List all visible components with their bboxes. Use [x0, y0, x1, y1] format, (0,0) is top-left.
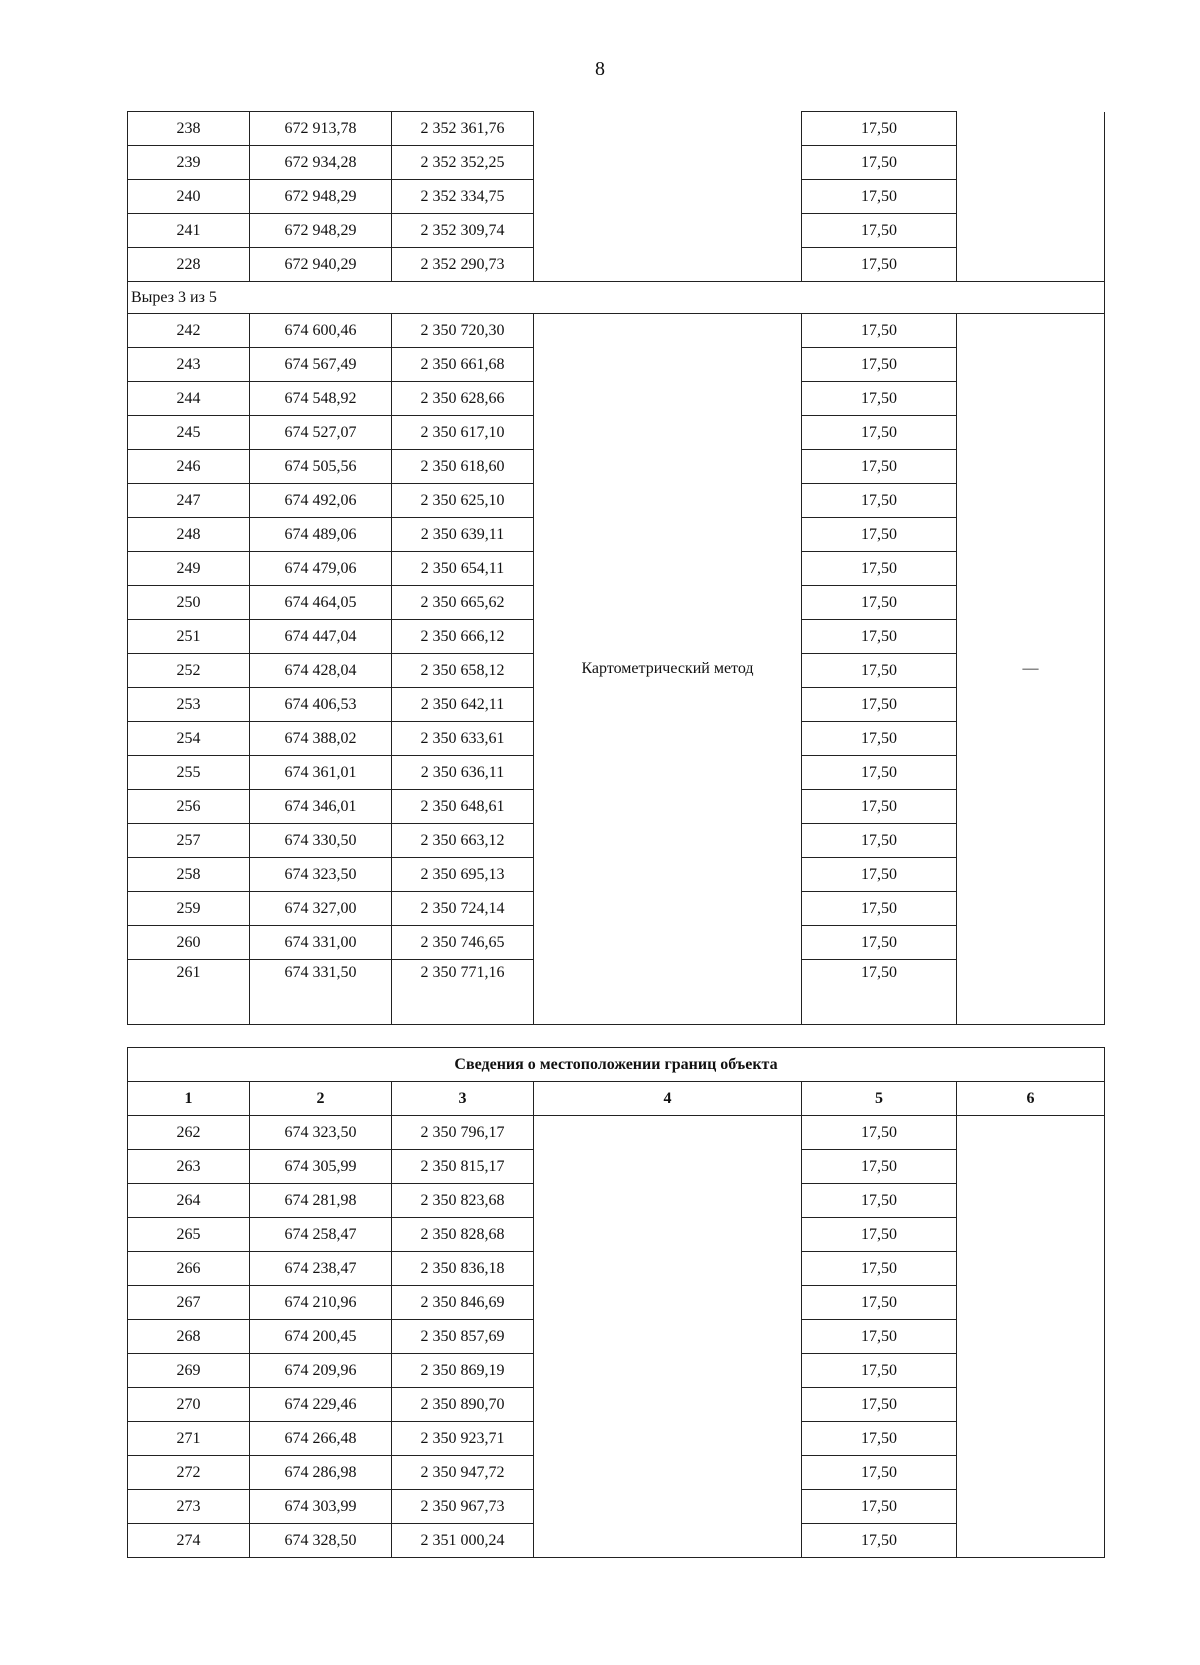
y-coordinate-cell: 2 350 654,11	[392, 552, 534, 586]
point-number-cell: 248	[128, 518, 250, 552]
y-coordinate-cell: 2 352 334,75	[392, 180, 534, 214]
x-coordinate-cell: 674 330,50	[250, 824, 392, 858]
x-coordinate-cell: 674 567,49	[250, 348, 392, 382]
y-coordinate-cell: 2 350 648,61	[392, 790, 534, 824]
accuracy-cell: 17,50	[802, 1354, 957, 1388]
table-row	[128, 314, 1105, 348]
point-number-cell: 260	[128, 926, 250, 960]
point-number-cell: 255	[128, 756, 250, 790]
accuracy-cell: 17,50	[802, 214, 957, 248]
x-coordinate-cell: 674 331,00	[250, 926, 392, 960]
accuracy-cell: 17,50	[802, 416, 957, 450]
y-coordinate-cell: 2 350 665,62	[392, 586, 534, 620]
accuracy-cell: 17,50	[802, 248, 957, 282]
point-number-cell: 254	[128, 722, 250, 756]
col6-dash-cell: —	[957, 314, 1105, 1025]
method-cell-empty	[534, 1116, 802, 1558]
point-number-cell: 240	[128, 180, 250, 214]
column-header: 4	[534, 1082, 802, 1116]
x-coordinate-cell: 672 940,29	[250, 248, 392, 282]
accuracy-cell: 17,50	[802, 1388, 957, 1422]
x-coordinate-cell: 674 210,96	[250, 1286, 392, 1320]
accuracy-cell: 17,50	[802, 1218, 957, 1252]
table-row	[128, 1048, 1105, 1082]
point-number-cell: 243	[128, 348, 250, 382]
x-coordinate-cell: 674 492,06	[250, 484, 392, 518]
accuracy-cell: 17,50	[802, 654, 957, 688]
point-number-cell: 265	[128, 1218, 250, 1252]
column-header: 6	[957, 1082, 1105, 1116]
table-row	[128, 112, 1105, 146]
x-coordinate-cell: 674 303,99	[250, 1490, 392, 1524]
x-coordinate-cell: 674 361,01	[250, 756, 392, 790]
x-coordinate-cell: 674 600,46	[250, 314, 392, 348]
x-coordinate-cell: 674 323,50	[250, 858, 392, 892]
y-coordinate-cell: 2 350 828,68	[392, 1218, 534, 1252]
accuracy-cell: 17,50	[802, 756, 957, 790]
x-coordinate-cell: 674 209,96	[250, 1354, 392, 1388]
boundary-table	[127, 1047, 1105, 1558]
y-coordinate-cell: 2 350 823,68	[392, 1184, 534, 1218]
accuracy-cell: 17,50	[802, 790, 957, 824]
point-number-cell: 256	[128, 790, 250, 824]
accuracy-cell: 17,50	[802, 1286, 957, 1320]
y-coordinate-cell: 2 350 661,68	[392, 348, 534, 382]
x-coordinate-cell: 672 934,28	[250, 146, 392, 180]
point-number-cell: 247	[128, 484, 250, 518]
y-coordinate-cell: 2 350 836,18	[392, 1252, 534, 1286]
point-number-cell: 239	[128, 146, 250, 180]
point-number-cell: 274	[128, 1524, 250, 1558]
point-number-cell: 253	[128, 688, 250, 722]
y-coordinate-cell: 2 352 309,74	[392, 214, 534, 248]
x-coordinate-cell: 674 548,92	[250, 382, 392, 416]
section-label: Вырез 3 из 5	[128, 282, 1105, 314]
point-number-cell: 252	[128, 654, 250, 688]
point-number-cell: 249	[128, 552, 250, 586]
y-coordinate-cell: 2 350 923,71	[392, 1422, 534, 1456]
y-coordinate-cell: 2 350 869,19	[392, 1354, 534, 1388]
x-coordinate-cell: 674 331,50	[250, 960, 392, 1025]
y-coordinate-cell: 2 350 658,12	[392, 654, 534, 688]
y-coordinate-cell: 2 350 695,13	[392, 858, 534, 892]
x-coordinate-cell: 674 464,05	[250, 586, 392, 620]
point-number-cell: 269	[128, 1354, 250, 1388]
method-cell: Картометрический метод	[534, 314, 802, 1025]
point-number-cell: 258	[128, 858, 250, 892]
accuracy-cell: 17,50	[802, 858, 957, 892]
point-number-cell: 238	[128, 112, 250, 146]
y-coordinate-cell: 2 350 636,11	[392, 756, 534, 790]
x-coordinate-cell: 674 447,04	[250, 620, 392, 654]
accuracy-cell: 17,50	[802, 112, 957, 146]
y-coordinate-cell: 2 352 290,73	[392, 248, 534, 282]
point-number-cell: 242	[128, 314, 250, 348]
point-number-cell: 268	[128, 1320, 250, 1354]
y-coordinate-cell: 2 350 846,69	[392, 1286, 534, 1320]
y-coordinate-cell: 2 350 796,17	[392, 1116, 534, 1150]
x-coordinate-cell: 674 305,99	[250, 1150, 392, 1184]
y-coordinate-cell: 2 350 815,17	[392, 1150, 534, 1184]
accuracy-cell: 17,50	[802, 180, 957, 214]
accuracy-cell: 17,50	[802, 382, 957, 416]
y-coordinate-cell: 2 350 639,11	[392, 518, 534, 552]
x-coordinate-cell: 674 346,01	[250, 790, 392, 824]
col6-cell-empty	[957, 112, 1105, 282]
accuracy-cell: 17,50	[802, 824, 957, 858]
y-coordinate-cell: 2 350 625,10	[392, 484, 534, 518]
point-number-cell: 228	[128, 248, 250, 282]
x-coordinate-cell: 674 328,50	[250, 1524, 392, 1558]
y-coordinate-cell: 2 350 947,72	[392, 1456, 534, 1490]
col6-cell-empty	[957, 1116, 1105, 1558]
y-coordinate-cell: 2 351 000,24	[392, 1524, 534, 1558]
x-coordinate-cell: 672 948,29	[250, 180, 392, 214]
point-number-cell: 244	[128, 382, 250, 416]
accuracy-cell: 17,50	[802, 146, 957, 180]
accuracy-cell: 17,50	[802, 926, 957, 960]
y-coordinate-cell: 2 352 352,25	[392, 146, 534, 180]
accuracy-cell: 17,50	[802, 552, 957, 586]
x-coordinate-cell: 674 281,98	[250, 1184, 392, 1218]
point-number-cell: 241	[128, 214, 250, 248]
x-coordinate-cell: 674 505,56	[250, 450, 392, 484]
y-coordinate-cell: 2 350 617,10	[392, 416, 534, 450]
method-cell-empty	[534, 112, 802, 282]
x-coordinate-cell: 674 200,45	[250, 1320, 392, 1354]
coordinates-table	[127, 111, 1105, 1025]
column-header: 3	[392, 1082, 534, 1116]
accuracy-cell: 17,50	[802, 1524, 957, 1558]
y-coordinate-cell: 2 350 628,66	[392, 382, 534, 416]
point-number-cell: 266	[128, 1252, 250, 1286]
x-coordinate-cell: 674 266,48	[250, 1422, 392, 1456]
point-number-cell: 270	[128, 1388, 250, 1422]
x-coordinate-cell: 674 428,04	[250, 654, 392, 688]
point-number-cell: 245	[128, 416, 250, 450]
x-coordinate-cell: 674 489,06	[250, 518, 392, 552]
x-coordinate-cell: 674 323,50	[250, 1116, 392, 1150]
accuracy-cell: 17,50	[802, 1252, 957, 1286]
x-coordinate-cell: 674 388,02	[250, 722, 392, 756]
point-number-cell: 267	[128, 1286, 250, 1320]
accuracy-cell: 17,50	[802, 518, 957, 552]
x-coordinate-cell: 674 258,47	[250, 1218, 392, 1252]
x-coordinate-cell: 674 406,53	[250, 688, 392, 722]
point-number-cell: 263	[128, 1150, 250, 1184]
x-coordinate-cell: 674 229,46	[250, 1388, 392, 1422]
x-coordinate-cell: 674 238,47	[250, 1252, 392, 1286]
point-number-cell: 250	[128, 586, 250, 620]
x-coordinate-cell: 674 527,07	[250, 416, 392, 450]
accuracy-cell: 17,50	[802, 1150, 957, 1184]
accuracy-cell: 17,50	[802, 1456, 957, 1490]
point-number-cell: 264	[128, 1184, 250, 1218]
page-number: 8	[595, 58, 605, 80]
accuracy-cell: 17,50	[802, 688, 957, 722]
point-number-cell: 259	[128, 892, 250, 926]
accuracy-cell: 17,50	[802, 450, 957, 484]
accuracy-cell: 17,50	[802, 960, 957, 1025]
x-coordinate-cell: 672 913,78	[250, 112, 392, 146]
point-number-cell: 261	[128, 960, 250, 1025]
y-coordinate-cell: 2 350 771,16	[392, 960, 534, 1025]
accuracy-cell: 17,50	[802, 586, 957, 620]
point-number-cell: 273	[128, 1490, 250, 1524]
y-coordinate-cell: 2 350 720,30	[392, 314, 534, 348]
y-coordinate-cell: 2 350 666,12	[392, 620, 534, 654]
y-coordinate-cell: 2 350 633,61	[392, 722, 534, 756]
accuracy-cell: 17,50	[802, 314, 957, 348]
table-row	[128, 282, 1105, 314]
column-header: 5	[802, 1082, 957, 1116]
y-coordinate-cell: 2 350 618,60	[392, 450, 534, 484]
column-header: 2	[250, 1082, 392, 1116]
accuracy-cell: 17,50	[802, 1116, 957, 1150]
table-row	[128, 1116, 1105, 1150]
accuracy-cell: 17,50	[802, 1490, 957, 1524]
point-number-cell: 257	[128, 824, 250, 858]
point-number-cell: 271	[128, 1422, 250, 1456]
point-number-cell: 251	[128, 620, 250, 654]
accuracy-cell: 17,50	[802, 620, 957, 654]
y-coordinate-cell: 2 350 746,65	[392, 926, 534, 960]
y-coordinate-cell: 2 350 663,12	[392, 824, 534, 858]
accuracy-cell: 17,50	[802, 1320, 957, 1354]
accuracy-cell: 17,50	[802, 484, 957, 518]
y-coordinate-cell: 2 350 642,11	[392, 688, 534, 722]
accuracy-cell: 17,50	[802, 1422, 957, 1456]
accuracy-cell: 17,50	[802, 348, 957, 382]
column-header: 1	[128, 1082, 250, 1116]
point-number-cell: 246	[128, 450, 250, 484]
accuracy-cell: 17,50	[802, 1184, 957, 1218]
x-coordinate-cell: 674 286,98	[250, 1456, 392, 1490]
x-coordinate-cell: 674 479,06	[250, 552, 392, 586]
y-coordinate-cell: 2 352 361,76	[392, 112, 534, 146]
y-coordinate-cell: 2 350 967,73	[392, 1490, 534, 1524]
y-coordinate-cell: 2 350 857,69	[392, 1320, 534, 1354]
x-coordinate-cell: 672 948,29	[250, 214, 392, 248]
accuracy-cell: 17,50	[802, 892, 957, 926]
point-number-cell: 272	[128, 1456, 250, 1490]
y-coordinate-cell: 2 350 890,70	[392, 1388, 534, 1422]
accuracy-cell: 17,50	[802, 722, 957, 756]
y-coordinate-cell: 2 350 724,14	[392, 892, 534, 926]
x-coordinate-cell: 674 327,00	[250, 892, 392, 926]
point-number-cell: 262	[128, 1116, 250, 1150]
table-row	[128, 1082, 1105, 1116]
section-title: Сведения о местоположении границ объекта	[128, 1048, 1105, 1082]
